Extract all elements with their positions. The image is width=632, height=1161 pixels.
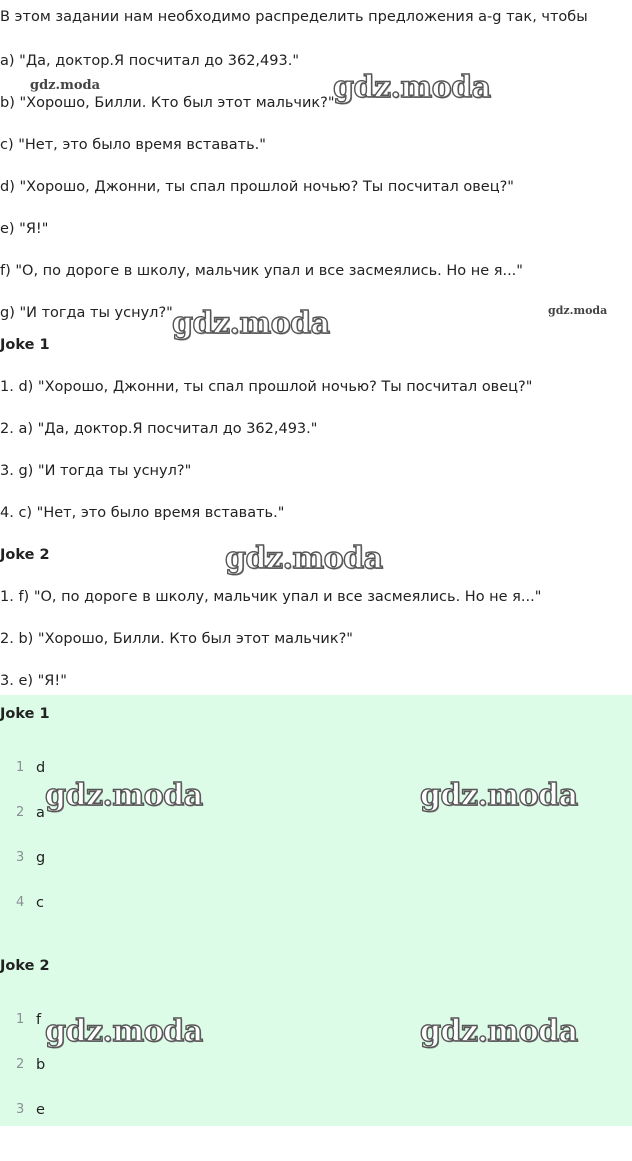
list-value: f: [36, 1012, 42, 1028]
list-value: c: [36, 895, 44, 911]
sentence-f: f) "О, по дороге в школу, мальчик упал и все засмеялись. Но не я...": [0, 263, 523, 279]
list-number: 1: [16, 1012, 25, 1027]
list-number: 1: [16, 760, 25, 775]
list-value: g: [36, 850, 46, 866]
joke2-line-1: 1. f) "О, по дороге в школу, мальчик упал и все засмеялись. Но не я...": [0, 589, 542, 605]
sentence-c: c) "Нет, это было время вставать.": [0, 137, 266, 153]
watermark: gdz.moda: [45, 778, 203, 813]
list-value: b: [36, 1057, 46, 1073]
intro-text: В этом задании нам необходимо распределить предложения a-g так, чтобы: [0, 9, 588, 25]
list-number: 3: [16, 1102, 25, 1117]
joke2-line-3: 3. e) "Я!": [0, 673, 67, 689]
watermark: gdz.moda: [172, 306, 330, 341]
sentence-d: d) "Хорошо, Джонни, ты спал прошлой ночью? Ты посчитал овец?": [0, 179, 514, 195]
joke1-line-3: 3. g) "И тогда ты уснул?": [0, 463, 192, 479]
joke1-line-2: 2. a) "Да, доктор.Я посчитал до 362,493.": [0, 421, 318, 437]
sentence-a: a) "Да, доктор.Я посчитал до 362,493.": [0, 53, 299, 69]
list-value: d: [36, 760, 46, 776]
clipped-line: [282, 42, 392, 47]
watermark: gdz.moda: [45, 1014, 203, 1049]
watermark: gdz.moda: [420, 778, 578, 813]
answer-joke2-heading: Joke 2: [0, 958, 50, 974]
joke1-heading: Joke 1: [0, 337, 50, 353]
joke2-line-2: 2. b) "Хорошо, Билли. Кто был этот мальчик?": [0, 631, 353, 647]
watermark: gdz.moda: [30, 78, 101, 93]
list-number: 3: [16, 850, 25, 865]
list-value: a: [36, 805, 45, 821]
joke2-heading: Joke 2: [0, 547, 50, 563]
list-number: 4: [16, 895, 25, 910]
answer-box: [0, 695, 632, 1126]
watermark: gdz.moda: [420, 1014, 578, 1049]
list-number: 2: [16, 1057, 25, 1072]
joke1-line-1: 1. d) "Хорошо, Джонни, ты спал прошлой ночью? Ты посчитал овец?": [0, 379, 533, 395]
sentence-g: g) "И тогда ты уснул?": [0, 305, 173, 321]
watermark: gdz.moda: [333, 70, 491, 105]
sentence-e: e) "Я!": [0, 221, 49, 237]
watermark: gdz.moda: [225, 541, 383, 576]
answer-joke1-heading: Joke 1: [0, 706, 50, 722]
list-number: 2: [16, 805, 25, 820]
joke1-line-4: 4. c) "Нет, это было время вставать.": [0, 505, 285, 521]
watermark: gdz.moda: [548, 304, 608, 317]
list-value: e: [36, 1102, 45, 1118]
sentence-b: b) "Хорошо, Билли. Кто был этот мальчик?": [0, 95, 335, 111]
